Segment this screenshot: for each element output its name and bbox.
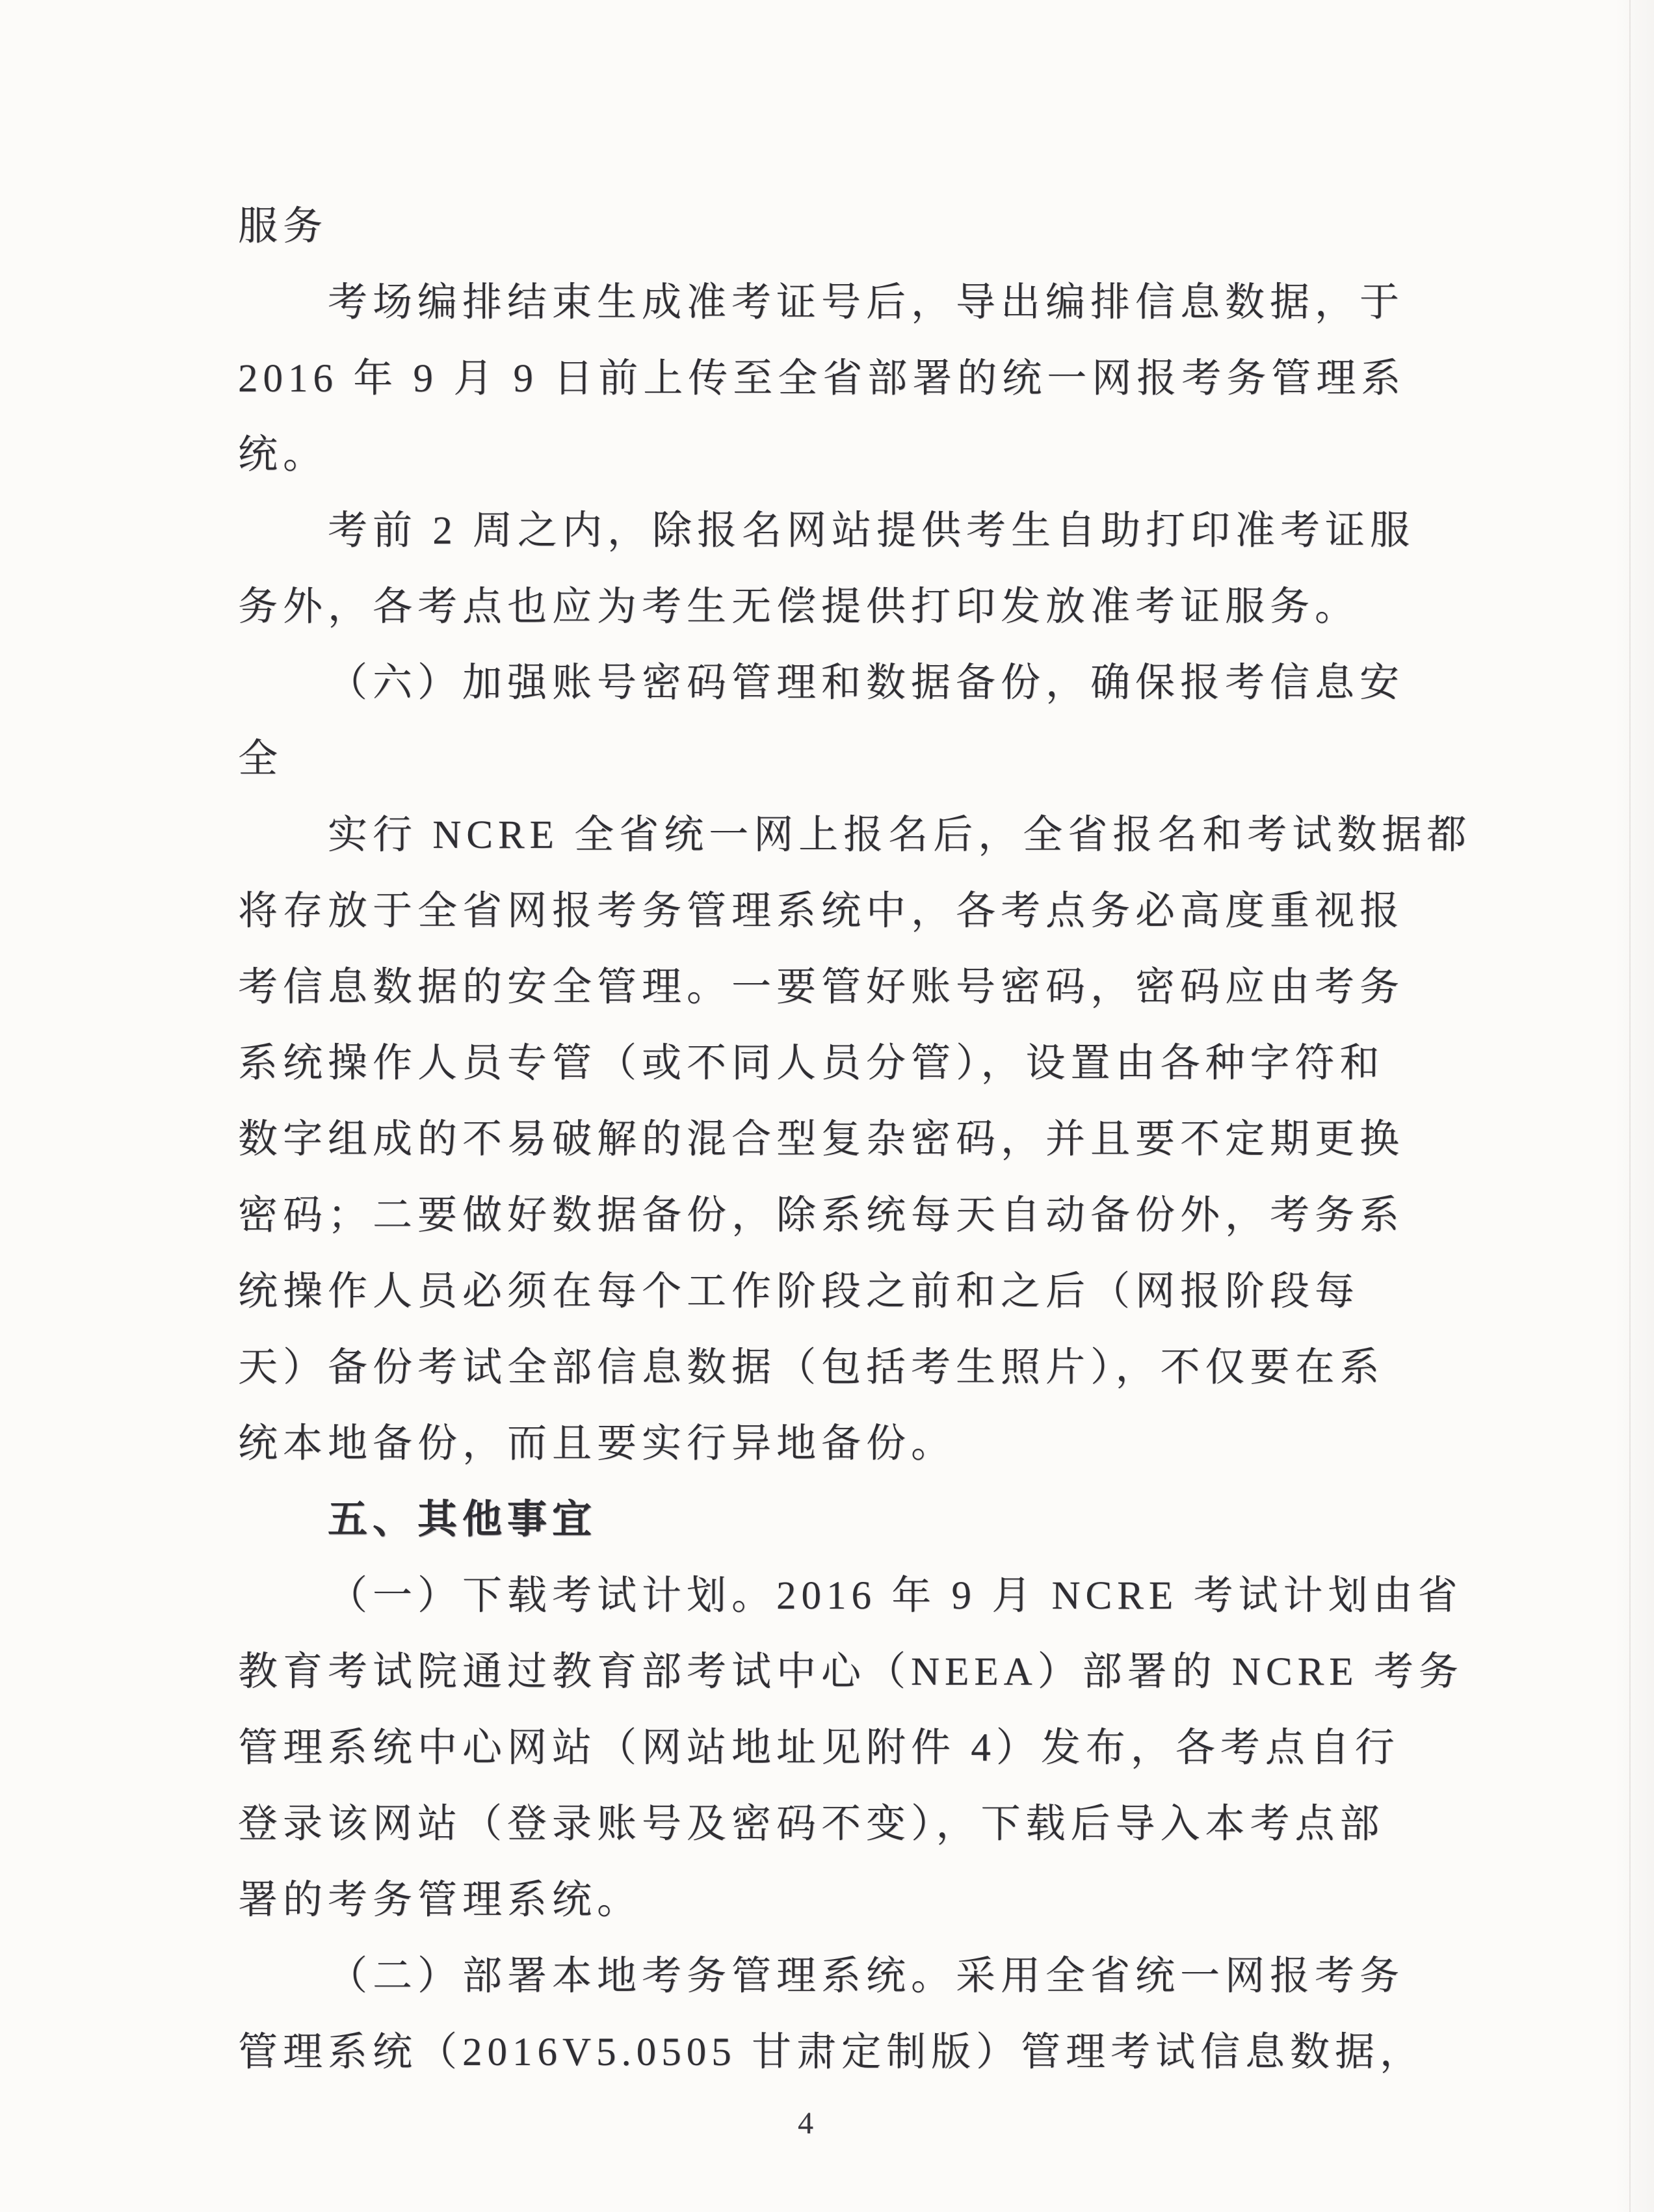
text-line: 统本地备份，而且要实行异地备份。 bbox=[238, 1422, 956, 1466]
page-number: 4 bbox=[798, 2106, 813, 2140]
text-line: 服务 bbox=[238, 205, 328, 248]
text-line: 2016 年 9 月 9 日前上传至全省部署的统一网报考务管理系 bbox=[238, 357, 1406, 401]
text-line: 将存放于全省网报考务管理系统中，各考点务必高度重视报 bbox=[238, 889, 1405, 933]
text-line: 管理系统（2016V5.0505 甘肃定制版）管理考试信息数据， bbox=[238, 2031, 1425, 2074]
text-line: 管理系统中心网站（网站地址见附件 4）发布，各考点自行 bbox=[238, 1726, 1400, 1770]
text-line: 系统操作人员专管（或不同人员分管），设置由各种字符和 bbox=[238, 1042, 1385, 1085]
text-line: 考前 2 周之内，除报名网站提供考生自助打印准考证服 bbox=[328, 509, 1415, 553]
text-line: （一）下载考试计划。2016 年 9 月 NCRE 考试计划由省 bbox=[328, 1574, 1463, 1618]
text-line: （二）部署本地考务管理系统。采用全省统一网报考务 bbox=[328, 1955, 1405, 1998]
text-line: 考信息数据的安全管理。一要管好账号密码，密码应由考务 bbox=[238, 966, 1405, 1009]
text-line: 统操作人员必须在每个工作阶段之前和之后（网报阶段每 bbox=[238, 1270, 1360, 1313]
text-line: 统。 bbox=[238, 433, 328, 477]
text-line: 全 bbox=[238, 737, 283, 781]
text-line: （六）加强账号密码管理和数据备份，确保报考信息安 bbox=[328, 661, 1405, 705]
text-line: 数字组成的不易破解的混合型复杂密码，并且要不定期更换 bbox=[238, 1118, 1405, 1161]
text-line: 密码；二要做好数据备份，除系统每天自动备份外，考务系 bbox=[238, 1194, 1405, 1237]
text-line: 务外，各考点也应为考生无偿提供打印发放准考证服务。 bbox=[238, 585, 1360, 629]
section-heading: 五、其他事宜 bbox=[328, 1498, 597, 1542]
scan-edge-line bbox=[1629, 0, 1631, 2212]
text-line: 实行 NCRE 全省统一网上报名后，全省报名和考试数据都 bbox=[328, 813, 1472, 857]
text-line: 登录该网站（登录账号及密码不变），下载后导入本考点部 bbox=[238, 1802, 1385, 1846]
text-line: 天）备份考试全部信息数据（包括考生照片），不仅要在系 bbox=[238, 1346, 1385, 1389]
text-line: 署的考务管理系统。 bbox=[238, 1878, 642, 1922]
text-line: 考场编排结束生成准考证号后，导出编排信息数据，于 bbox=[328, 281, 1405, 324]
document-body bbox=[238, 189, 1472, 2090]
text-line: 教育考试院通过教育部考试中心（NEEA）部署的 NCRE 考务 bbox=[238, 1650, 1464, 1694]
